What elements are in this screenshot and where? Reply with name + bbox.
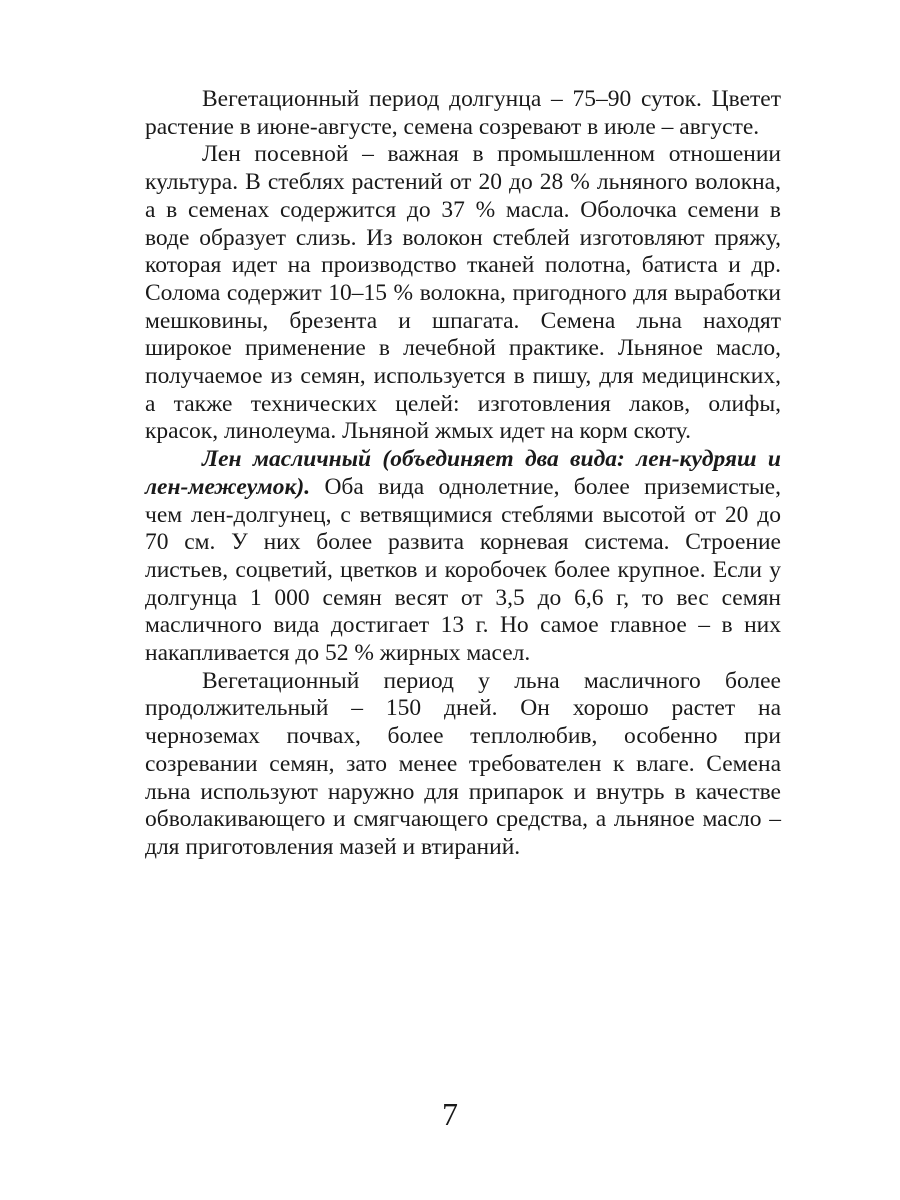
page-number: 7 (442, 1096, 458, 1132)
paragraph-text: Лен посевной – важная в промышленном отношении культура. В стеблях растений от 20 до 28 % льняного волокна, а в семенах содержится до 37 % масла. Оболочка семени в воде образует слизь. Из волокон стеблей изготовляют пряжу, которая идет на производство тканей полотна, батиста и др. Солома содержит 10–15 % волокна, пригодного для выработки мешковины, брезента и шпагата. Семена льна находят широкое применение в лечебной практике. Льняное масло, получаемое из семян, используется в пишу, для медицинских, а также технических целей: изготовления лаков, олифы, красок, линолеума. Льняной жмых идет на корм скоту. (145, 141, 781, 445)
paragraph-text: Вегетационный период долгунца – 75–90 суток. Цветет растение в июне-августе, семена созревают в июле – августе. (145, 86, 781, 140)
paragraph-flax-uses (145, 141, 781, 446)
paragraph-oil-flax (145, 446, 781, 668)
paragraph-vegetation-period-long-flax (145, 86, 781, 141)
paragraph-heading: Лен масличный (объединяет два вида: лен-кудряш и лен-межеумок). (145, 446, 781, 500)
body-text (145, 86, 781, 862)
paragraph-text: Оба вида однолетние, более приземистые, чем лен-долгунец, с ветвящимися стеблями высотой от 20 до 70 см. У них более развита корневая система. Строение листьев, соцветий, цветков и коробочек более крупное. Если у долгунца 1 000 семян весят от 3,5 до 6,6 г, то вес семян масличного вида достигает 13 г. Но самое главное – в них накапливается до 52 % жирных масел. (145, 473, 781, 667)
paragraph-oil-flax-vegetation (145, 668, 781, 862)
paragraph-text: Вегетационный период у льна масличного более продолжительный – 150 дней. Он хорошо растет на черноземах почвах, более теплолюбив, особенно при созревании семян, зато менее требователен к влаге. Семена льна используют наружно для припарок и внутрь в качестве обволакивающего и смягчающего средства, а льняное масло – для приготовления мазей и втираний. (145, 667, 781, 860)
